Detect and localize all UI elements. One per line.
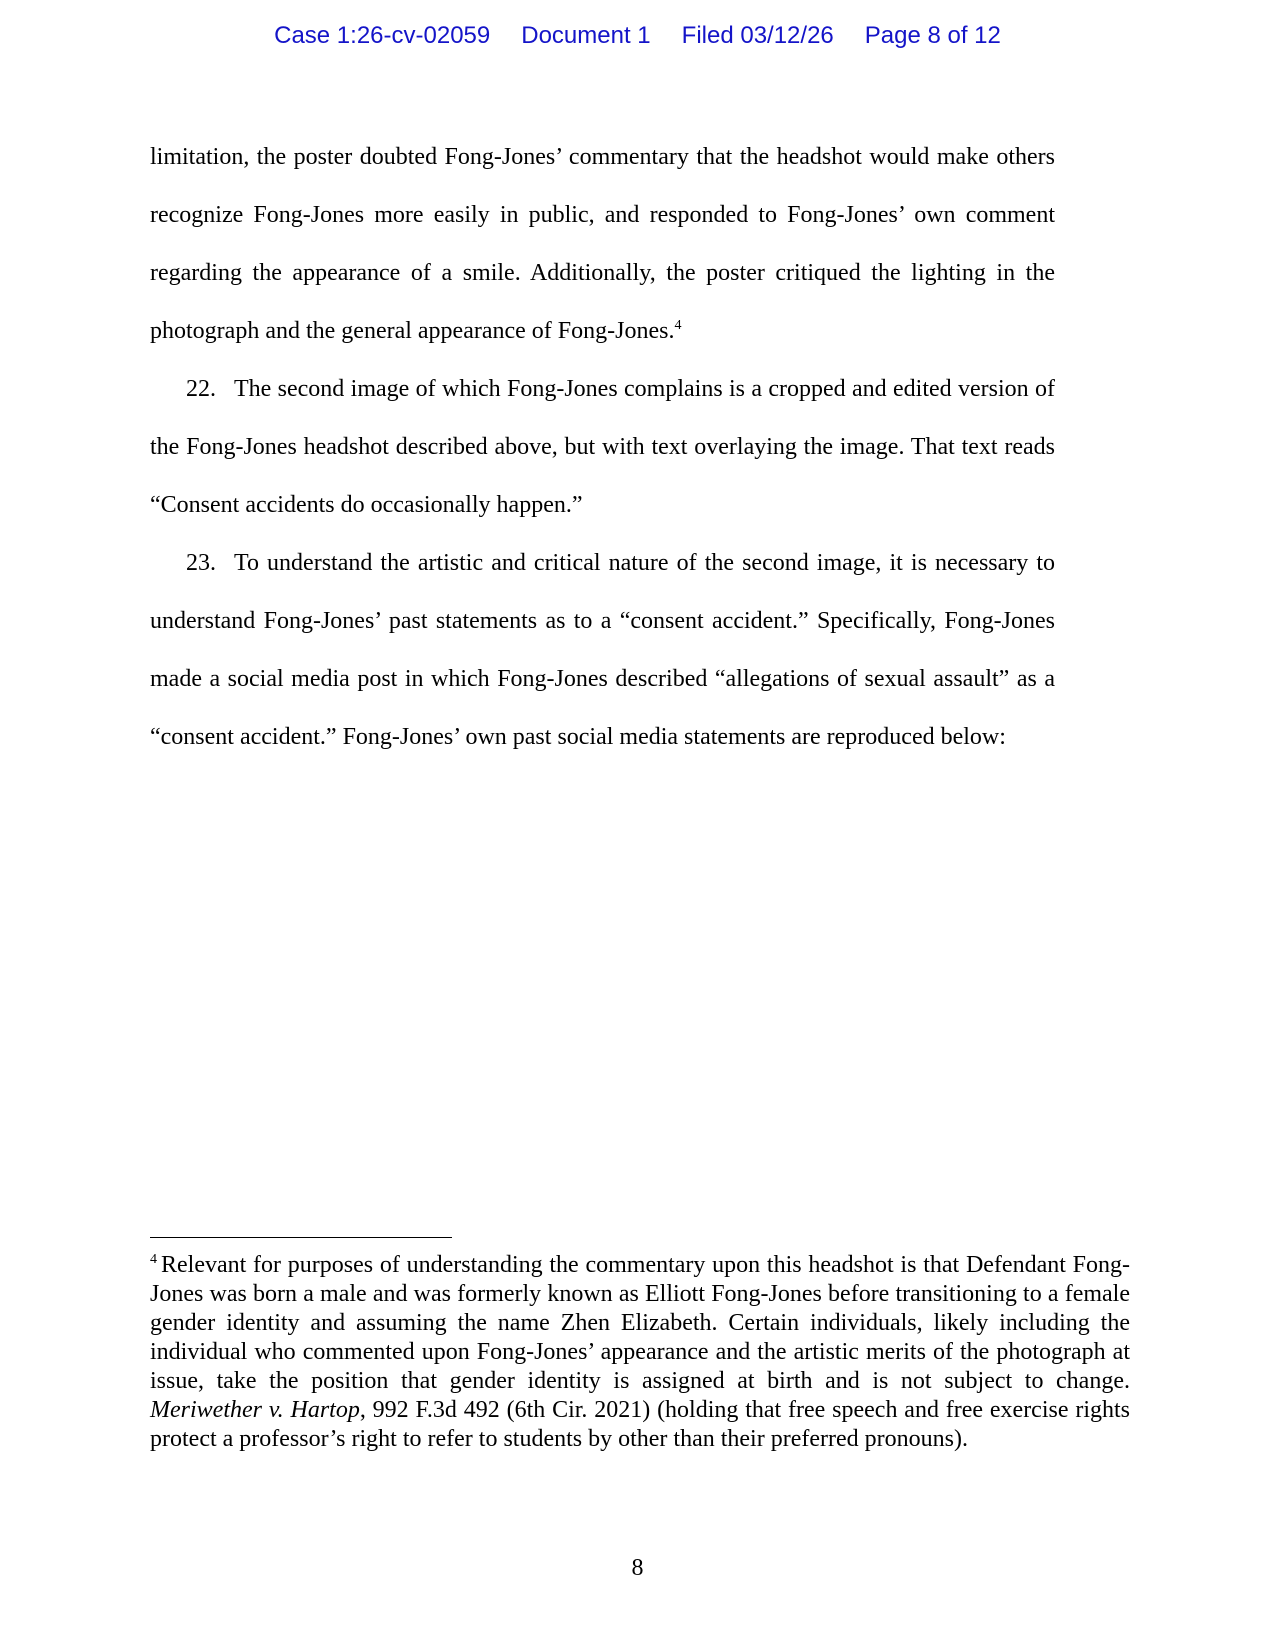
case-header — [0, 22, 1275, 50]
continuation-text: limitation, the poster doubted Fong-Jones’ commentary that the headshot would make others recognize Fong-Jones more easily in public, and responded to Fong-Jones’ own comment regarding the appearance of a smile. Additionally, the poster critiqued the lighting in the photograph and the general appearance of Fong-Jones. — [150, 144, 1055, 344]
footnote-reference: 4 — [674, 318, 682, 333]
footnote — [150, 1251, 1130, 1454]
case-number: Case 1:26-cv-02059 — [274, 22, 491, 49]
paragraph-text: The second image of which Fong-Jones complains is a cropped and edited version of the Fong-Jones headshot described above, but with text overlaying the image. That text reads “Consent accidents do occasionally happen.” — [150, 376, 1055, 518]
page-indicator: Page 8 of 12 — [864, 22, 1001, 49]
case-citation: Meriwether v. Hartop — [150, 1397, 360, 1423]
paragraph-number: 22. — [186, 376, 216, 402]
paragraph-text: To understand the artistic and critical nature of the second image, it is necessary to understand Fong-Jones’ past statements as to a “consent accident.” Specifically, Fong-Jones made a social media post in which Fong-Jones described “allegations of sexual assault” as a “consent accident.” Fong-Jones’ own past social media statements are reproduced below: — [150, 550, 1055, 750]
footnote-citation-text: , 992 F.3d 492 (6th Cir. 2021) (holding that free speech and free exercise rights protect a professor’s right to refer to students by other than their preferred pronouns). — [150, 1397, 1130, 1452]
paragraph-23 — [150, 534, 1055, 766]
page-number: 8 — [631, 1555, 644, 1581]
footnote-marker: 4 — [150, 1252, 157, 1267]
footnote-separator — [150, 1237, 452, 1238]
paragraph-22 — [150, 360, 1055, 534]
footnote-text: Relevant for purposes of understanding the commentary upon this headshot is that Defendant Fong-Jones was born a male and was formerly known as Elliott Fong-Jones before transitioning to a female gender identity and assuming the name Zhen Elizabeth. Certain individuals, likely including the individual who commented upon Fong-Jones’ appearance and the artistic merits of the photograph at issue, take the position that gender identity is assigned at birth and is not subject to change. — [150, 1252, 1130, 1394]
document-number: Document 1 — [521, 22, 651, 49]
continuation-paragraph — [150, 128, 1055, 360]
filed-date: Filed 03/12/26 — [681, 22, 834, 49]
paragraph-number: 23. — [186, 550, 216, 576]
